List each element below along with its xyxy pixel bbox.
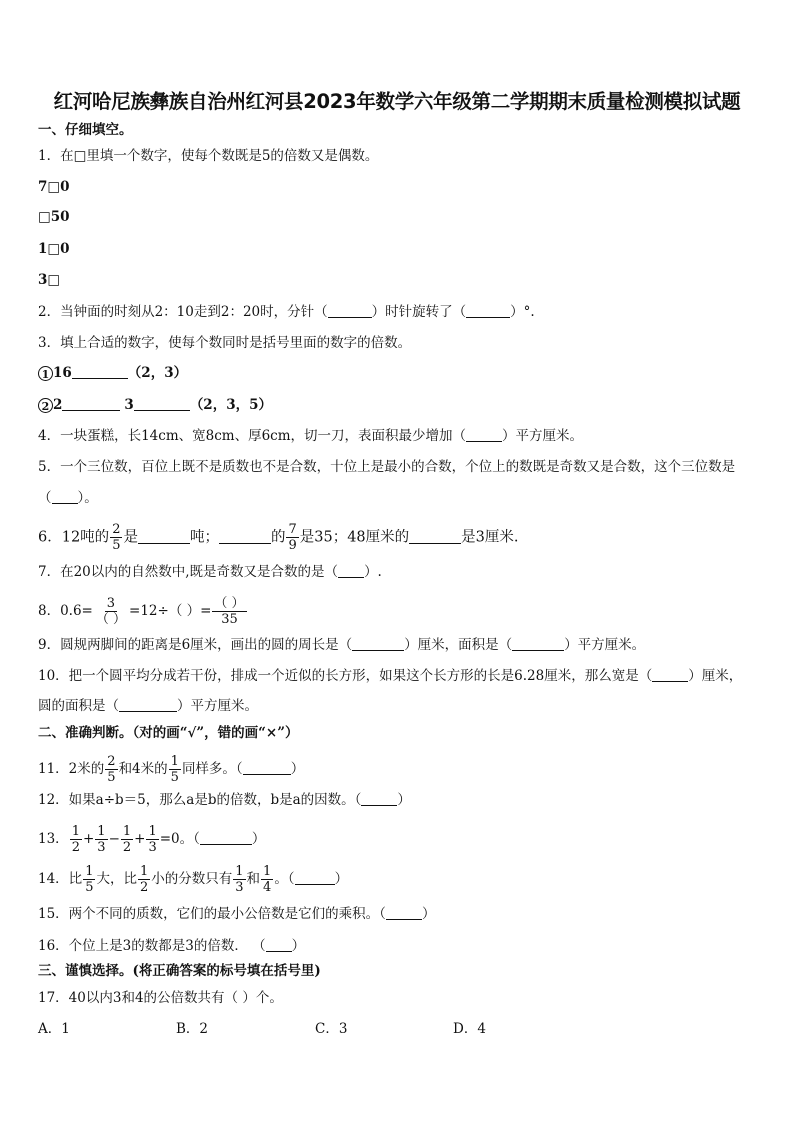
fraction: $\frac{( )}{35}$ [214,596,245,627]
answer-blank[interactable] [386,905,422,920]
question-3-item-2: 2 2 3 （2，3，5） [38,396,272,414]
question-15: 15．两个不同的质数，它们的最小公倍数是它们的乘积。（ ） [38,906,436,922]
question-17: 17．40以内3和4的公倍数共有（ ）个。 [38,990,283,1006]
fraction: $\frac{1}{2}$ [71,824,80,855]
answer-blank[interactable] [295,870,335,885]
fraction: $\frac{1}{3}$ [97,824,106,855]
answer-blank[interactable] [466,303,510,318]
fraction: $\frac{3}{( )}$ [95,596,127,627]
fraction: $\frac{1}{2}$ [122,824,132,855]
answer-blank[interactable] [361,791,397,806]
answer-blank[interactable] [138,529,190,544]
question-1-item-d: 3□ [38,272,61,288]
circled-number: 1 [38,366,53,381]
question-1: 1．在□里填一个数字，使每个数既是5的倍数又是偶数。 [38,148,379,164]
section-3-heading: 三、谨慎选择。(将正确答案的标号填在括号里) [38,963,321,979]
answer-blank[interactable] [338,563,364,578]
question-5: 5．一个三位数，百位上既不是质数也不是合数，十位上是最小的合数，个位上的数既是奇数又是合数，这个三位数是 [38,459,736,475]
fraction: $\frac{1}{2}$ [139,864,149,895]
answer-blank[interactable] [52,489,78,504]
answer-blank[interactable] [352,636,404,651]
question-7: 7．在20以内的自然数中,既是奇数又是合数的是（ ）. [38,564,382,580]
question-12: 12．如果a÷b＝5，那么a是b的倍数，b是a的因数。（ ） [38,792,411,808]
fraction: $\frac{1}{5}$ [85,864,94,895]
fraction: $\frac{7}{9}$ [288,522,297,553]
section-2-heading: 二、准确判断。（对的画“√”，错的画“×”） [38,725,299,741]
answer-blank[interactable] [200,830,252,845]
answer-blank[interactable] [409,529,461,544]
fraction: $\frac{2}{5}$ [107,754,116,785]
answer-blank[interactable] [119,697,177,712]
question-2: 2．当钟面的时刻从2：10走到2：20时，分针（ ）时针旋转了（ ）°. [38,304,535,320]
question-3-item-1: 1 16 （2，3） [38,364,187,382]
section-1-heading: 一、仔细填空。 [38,122,133,138]
question-1-item-b: □50 [38,209,70,225]
question-10-cont: 圆的面积是（ ）平方厘米。 [38,698,258,714]
question-5-cont: （ ）。 [38,490,98,506]
fraction: $\frac{1}{3}$ [148,824,157,855]
answer-blank[interactable] [328,303,372,318]
question-9: 9．圆规两脚间的距离是6厘米，画出的圆的周长是（ ）厘米，面积是（ ）平方厘米。 [38,637,646,653]
fraction: $\frac{1}{3}$ [235,864,244,895]
option-c[interactable]: C．3 [315,1021,348,1037]
fraction: $\frac{1}{4}$ [263,864,272,895]
question-4: 4．一块蛋糕，长14cm、宽8cm、厚6cm，切一刀，表面积最少增加（ ）平方厘米。 [38,428,584,444]
question-10: 10．把一个圆平均分成若干份，排成一个近似的长方形，如果这个长方形的长是6.28厘米，那么宽是（ ）厘米， [38,668,743,684]
answer-blank[interactable] [512,636,564,651]
answer-blank[interactable] [62,396,120,411]
question-1-item-c: 1□0 [38,241,70,257]
question-8: 8．0.6= $\frac{3}{( )}$ =12÷（ ）= $\frac{( )}{35}$ [38,596,245,627]
question-6: 6．12吨的 $\frac{2}{5}$ 是 吨； 的 $\frac{7}{9}$ 是35；48厘米的 是3厘米. [38,522,519,553]
question-13: 13． $\frac{1}{2}$ + $\frac{1}{3}$ − $\frac{1}{2}$ + $\frac{1}{3}$ =0。（ ） [38,824,266,855]
answer-blank[interactable] [243,760,291,775]
answer-blank[interactable] [134,396,190,411]
answer-blank[interactable] [652,667,688,682]
page-title: 红河哈尼族彝族自治州红河县2023年数学六年级第二学期期末质量检测模拟试题 [53,90,741,113]
question-16: 16．个位上是3的数都是3的倍数． （ ） [38,938,306,954]
question-3: 3．填上合适的数字，使每个数同时是括号里面的数字的倍数。 [38,335,412,351]
option-d[interactable]: D．4 [453,1021,486,1037]
question-14: 14．比 $\frac{1}{5}$ 大，比 $\frac{1}{2}$ 小的分数只有 $\frac{1}{3}$ 和 $\frac{1}{4}$ 。（ ） [38,864,349,895]
circled-number: 2 [38,398,53,413]
answer-blank[interactable] [466,427,502,442]
answer-blank[interactable] [219,529,271,544]
option-b[interactable]: B．2 [176,1021,209,1037]
question-11: 11．2米的 $\frac{2}{5}$ 和4米的 $\frac{1}{5}$ 同样多。（ ） [38,754,305,785]
answer-blank[interactable] [72,364,128,379]
fraction: $\frac{2}{5}$ [112,522,121,553]
answer-blank[interactable] [266,937,292,952]
question-1-item-a: 7□0 [38,179,70,195]
option-a[interactable]: A．1 [38,1021,70,1037]
fraction: $\frac{1}{5}$ [170,754,179,785]
